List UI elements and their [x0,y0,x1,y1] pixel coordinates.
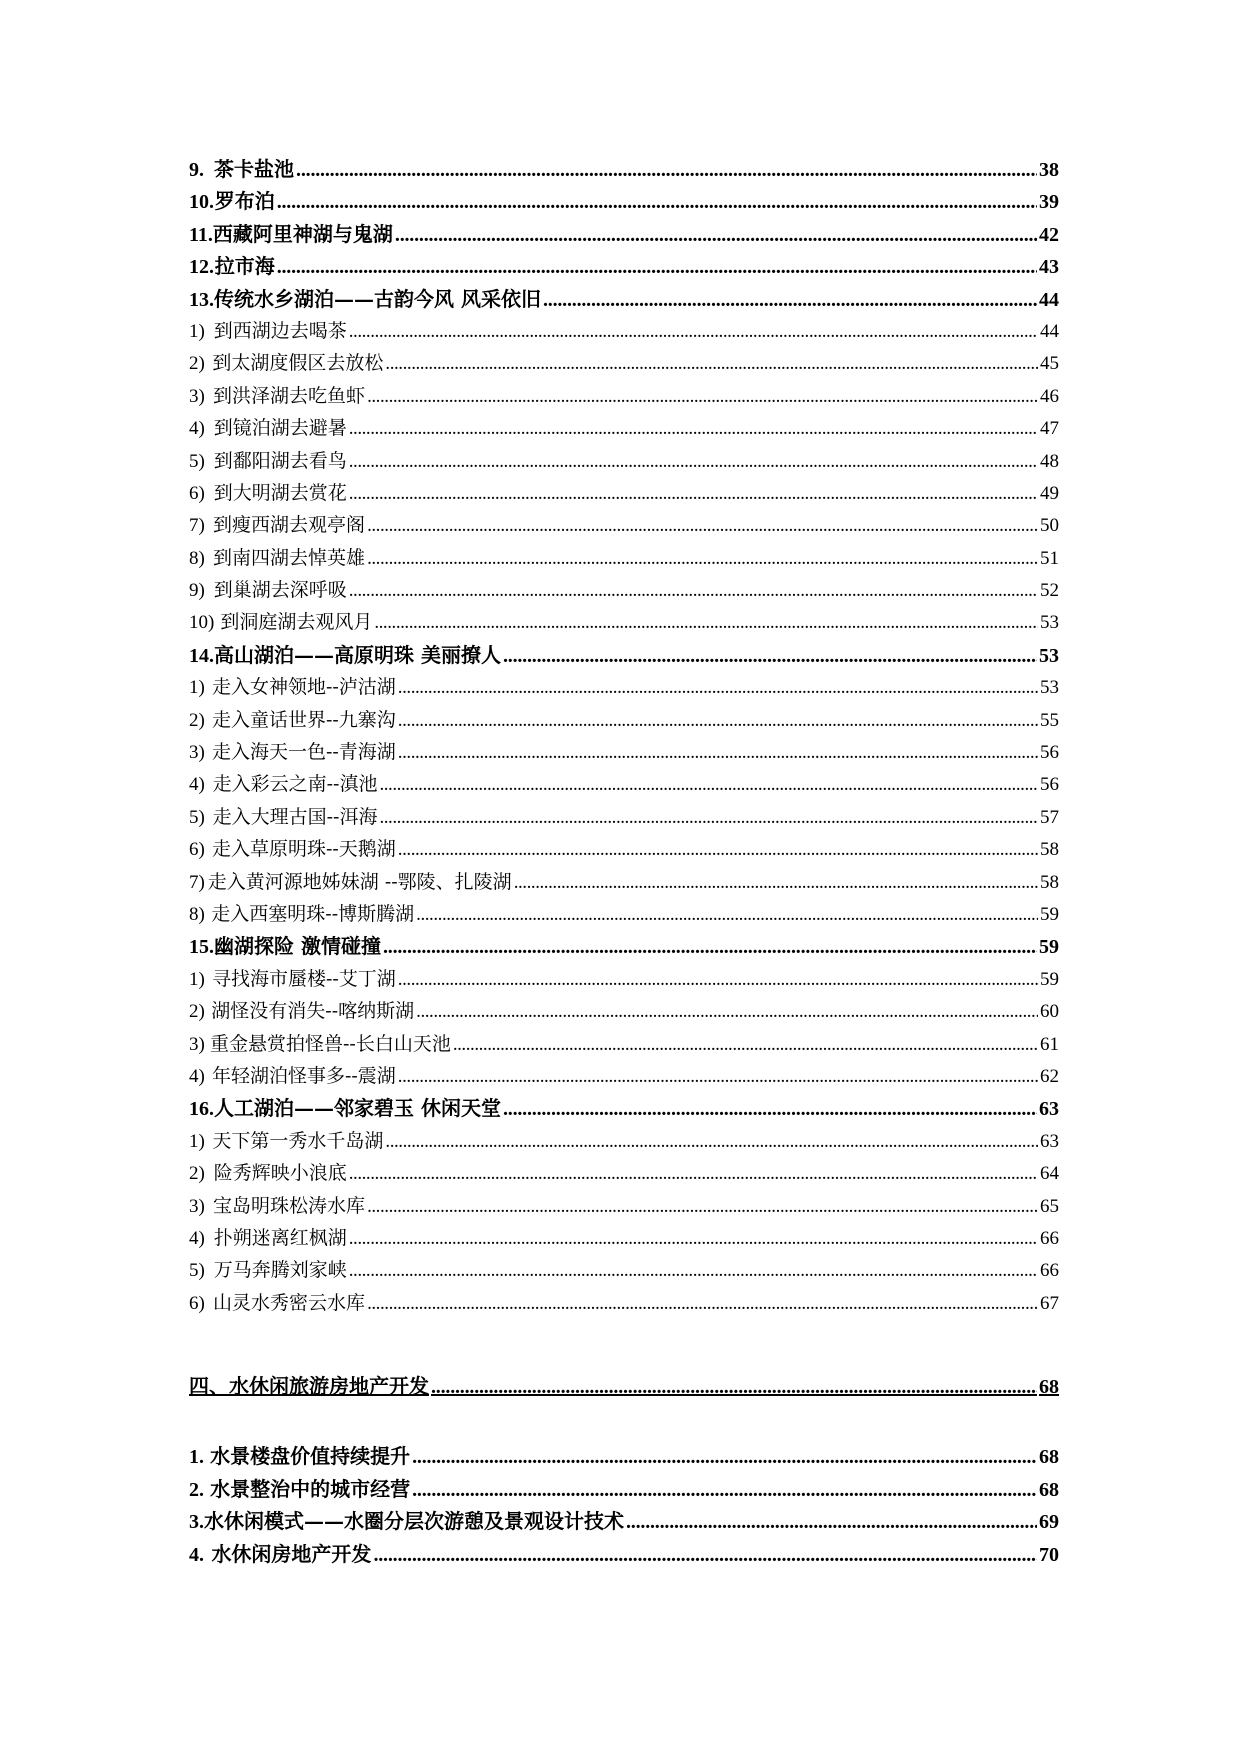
toc-entry-page: 44 [1040,320,1059,342]
toc-entry[interactable] [189,930,1059,962]
leader-dots [626,1506,1037,1539]
toc-entry-page: 63 [1039,1098,1059,1121]
toc-entry-title: 走入黄河源地姊妹湖 --鄂陵、扎陵湖 [207,870,512,893]
toc-entry-number: 2) [189,709,205,731]
toc-entry-number: 16. [189,1098,214,1121]
toc-entry[interactable] [189,606,1059,638]
toc-entry[interactable] [189,509,1059,541]
leader-dots [398,834,1038,866]
toc-entry-page: 59 [1039,936,1059,959]
toc-entry[interactable] [189,736,1059,768]
toc-entry[interactable] [189,1473,1059,1506]
toc-entry-number: 6) [189,839,205,861]
toc-entry[interactable] [189,1222,1059,1254]
toc-entry[interactable] [189,1157,1059,1189]
toc-entry-title: 险秀辉映小浪底 [213,1162,347,1185]
toc-entry-title: 湖怪没有消失--喀纳斯湖 [211,1000,415,1023]
toc-entry[interactable] [189,995,1059,1027]
toc-entry-page: 67 [1040,1292,1059,1314]
toc-entry-page: 60 [1040,1001,1059,1023]
toc-entry-number: 10. [189,191,214,214]
leader-dots [349,446,1038,478]
toc-entry-page: 39 [1039,191,1059,214]
leader-dots [543,284,1037,316]
toc-entry-number: 2) [189,353,205,375]
toc-entry-title: 走入草原明珠--天鹅湖 [211,838,396,861]
toc-entry[interactable] [189,574,1059,606]
toc-entry-title: 走入海天一色--青海湖 [211,741,396,764]
toc-entry[interactable] [189,1190,1059,1222]
toc-entry[interactable] [189,445,1059,477]
toc-entry-page: 66 [1040,1227,1059,1249]
toc-entry-number: 9. [189,159,204,181]
leader-dots [374,607,1038,639]
toc-entry-number: 1) [189,320,205,342]
toc-entry-number: 3) [189,742,205,764]
leader-dots [385,348,1038,380]
toc-entry-page: 53 [1040,612,1059,634]
toc-entry-page: 50 [1040,515,1059,537]
leader-dots [395,219,1037,251]
toc-entry-title: 到西湖边去喝茶 [213,319,347,342]
toc-entry-title: 到大明湖去赏花 [213,481,347,504]
toc-entry[interactable] [189,1440,1059,1473]
toc-entry-title: 茶卡盐池 [214,157,295,181]
toc-entry-title: 走入西塞明珠--博斯腾湖 [211,902,415,925]
toc-entry-page: 62 [1040,1065,1059,1087]
leader-dots [503,640,1037,672]
toc-entry[interactable] [189,185,1059,217]
toc-entry-page: 43 [1039,256,1059,279]
leader-dots [503,1093,1037,1125]
toc-entry-page: 51 [1040,547,1059,569]
toc-entry-title: 幽湖探险 激情碰撞 [214,934,381,959]
leader-dots [398,672,1038,704]
leader-dots [367,1288,1038,1320]
toc-list [189,153,1059,1319]
toc-entry[interactable] [189,1254,1059,1286]
toc-entry-number: 6) [189,1292,205,1314]
toc-entry-title: 西藏阿里神湖与鬼湖 [212,221,393,246]
toc-entry-number: 14. [189,644,214,667]
toc-entry[interactable] [189,153,1059,185]
leader-dots [367,543,1038,575]
toc-entry-title: 水景楼盘价值持续提升 [210,1444,411,1468]
leader-dots [349,1158,1038,1190]
toc-entry-number: 4. [189,1543,204,1566]
toc-entry-page: 57 [1040,806,1059,828]
toc-entry[interactable] [189,1125,1059,1157]
leader-dots [367,1191,1038,1223]
toc-entry-title: 到镜泊湖去避暑 [213,417,347,440]
toc-entry[interactable] [189,315,1059,347]
toc-entry[interactable] [189,380,1059,412]
toc-entry-page: 61 [1040,1033,1059,1055]
toc-entry-title: 走入大理古国--洱海 [212,805,378,828]
toc-entry-title: 人工湖泊——邻家碧玉 休闲天堂 [214,1096,501,1121]
toc-entry[interactable] [189,477,1059,509]
leader-dots [277,186,1037,218]
toc-entry-page: 69 [1039,1511,1059,1533]
toc-entry-page: 38 [1039,159,1059,181]
toc-entry-number: 8) [189,903,205,925]
toc-entry-title: 山灵水秀密云水库 [213,1291,366,1314]
leader-dots [431,1371,1037,1403]
toc-entry-number: 1) [189,1130,205,1152]
leader-dots [367,510,1038,542]
toc-entry-number: 1) [189,677,205,699]
toc-entry-page: 52 [1040,580,1059,602]
leader-dots [383,931,1037,963]
toc-entry-title: 到洪泽湖去吃鱼虾 [213,384,366,407]
toc-entry-title: 重金悬赏拍怪兽--长白山天池 [209,1032,451,1055]
toc-entry-number: 12. [189,256,214,279]
section-page: 68 [1039,1376,1059,1398]
toc-entry[interactable] [189,347,1059,379]
toc-entry-number: 15. [189,936,214,959]
toc-entry-page: 59 [1040,968,1059,990]
toc-entry[interactable] [189,542,1059,574]
toc-entry[interactable] [189,704,1059,736]
toc-entry-number: 1) [189,968,205,990]
toc-entry[interactable] [189,1505,1059,1538]
toc-entry-number: 8) [189,547,205,569]
toc-entry-title: 拉市海 [214,254,275,279]
toc-entry-number: 5) [189,806,205,828]
toc-entry[interactable] [189,250,1059,282]
leader-dots [398,1061,1038,1093]
toc-entry-page: 46 [1040,385,1059,407]
toc-entry-page: 47 [1040,418,1059,440]
toc-entry-page: 49 [1040,482,1059,504]
toc-entry-title: 水休闲房地产开发 [211,1541,372,1566]
toc-entry-page: 70 [1039,1543,1059,1566]
toc-entry-page: 64 [1040,1163,1059,1185]
leader-dots [385,1126,1038,1158]
toc-entry-number: 4) [189,1227,205,1249]
leader-dots [453,1029,1038,1061]
toc-entry[interactable] [189,218,1059,250]
toc-entry-number: 11. [189,223,213,246]
leader-dots [412,1441,1037,1474]
toc-entry[interactable] [189,1028,1059,1060]
toc-entry-page: 53 [1040,677,1059,699]
toc-entry[interactable] [189,866,1059,898]
toc-entry-page: 66 [1040,1260,1059,1282]
leader-dots [349,575,1038,607]
leader-dots [373,1539,1037,1572]
toc-entry-number: 6) [189,482,205,504]
leader-dots [416,996,1038,1028]
toc-entry-title: 水休闲模式——水圈分层次游憩及景观设计技术 [204,1509,624,1533]
toc-list-section-4 [189,1440,1059,1570]
leader-dots [416,899,1038,931]
toc-entry-page: 58 [1040,871,1059,893]
toc-entry-number: 7) [189,515,205,537]
toc-entry-title: 寻找海市蜃楼--艾丁湖 [211,967,396,990]
toc-entry-page: 56 [1040,774,1059,796]
toc-entry-title: 罗布泊 [214,189,275,214]
leader-dots [277,251,1037,283]
toc-entry[interactable] [189,801,1059,833]
toc-entry-number: 4) [189,1065,205,1087]
toc-entry-title: 高山湖泊——高原明珠 美丽撩人 [214,642,501,667]
leader-dots [367,381,1038,413]
toc-entry-page: 58 [1040,839,1059,861]
toc-entry-title: 传统水乡湖泊——古韵今风 风采依旧 [214,286,541,311]
toc-entry-title: 到南四湖去悼英雄 [213,546,366,569]
toc-entry-title: 到洞庭湖去观风月 [220,611,373,634]
section-number: 四、 [189,1374,229,1398]
toc-entry-title: 到瘦西湖去观亭阁 [213,514,366,537]
toc-entry-number: 3) [189,385,205,407]
toc-entry-page: 53 [1039,644,1059,667]
toc-entry-title: 宝岛明珠松涛水库 [213,1194,366,1217]
toc-entry-number: 10) [189,612,215,634]
toc-entry-title: 年轻湖泊怪事多--震湖 [211,1064,396,1087]
leader-dots [412,1474,1037,1507]
toc-entry-title: 到巢湖去深呼吸 [213,579,347,602]
toc-entry-page: 65 [1040,1195,1059,1217]
section-heading[interactable] [189,1370,1059,1402]
toc-entry[interactable] [189,1060,1059,1092]
toc-entry-page: 55 [1040,709,1059,731]
toc-entry-title: 万马奔腾刘家峡 [213,1259,347,1282]
toc-entry-page: 48 [1040,450,1059,472]
toc-entry-page: 63 [1040,1130,1059,1152]
toc-entry-title: 走入彩云之南--滇池 [212,773,378,796]
toc-entry-title: 走入女神领地--泸沽湖 [211,676,396,699]
toc-entry-title: 水景整治中的城市经营 [210,1476,411,1501]
leader-dots [398,964,1038,996]
leader-dots [379,802,1038,834]
leader-dots [349,1255,1038,1287]
toc-entry-title: 天下第一秀水千岛湖 [212,1129,384,1152]
toc-entry-number: 5) [189,450,205,472]
toc-entry[interactable] [189,1287,1059,1319]
toc-entry-number: 3) [189,1195,205,1217]
toc-entry-title: 到鄱阳湖去看鸟 [213,449,347,472]
leader-dots [349,413,1038,445]
toc-entry-number: 2) [189,1001,205,1023]
toc-entry-number: 3. [189,1511,204,1533]
toc-entry[interactable] [189,283,1059,315]
toc-entry[interactable] [189,898,1059,930]
leader-dots [379,769,1038,801]
toc-entry-page: 68 [1039,1446,1059,1468]
toc-entry-number: 3) [189,1033,205,1055]
toc-entry[interactable] [189,412,1059,444]
toc-entry-page: 56 [1040,742,1059,764]
toc-entry-page: 68 [1039,1478,1059,1501]
toc-entry-title: 扑朔迷离红枫湖 [213,1226,347,1249]
leader-dots [514,867,1038,899]
leader-dots [349,316,1038,348]
toc-entry-number: 5) [189,1260,205,1282]
toc-entry[interactable] [189,639,1059,671]
toc-entry-title: 走入童话世界--九寨沟 [211,708,396,731]
leader-dots [349,478,1038,510]
leader-dots [349,1223,1038,1255]
toc-entry-number: 2. [189,1478,204,1501]
leader-dots [398,705,1038,737]
toc-entry-page: 44 [1039,288,1059,311]
toc-entry[interactable] [189,768,1059,800]
section-title: 水休闲旅游房地产开发 [229,1374,429,1398]
toc-entry[interactable] [189,833,1059,865]
toc-entry-title: 到太湖度假区去放松 [212,352,384,375]
toc-entry-number: 2) [189,1163,205,1185]
toc-entry-page: 45 [1040,353,1059,375]
toc-entry-page: 42 [1039,223,1059,246]
toc-entry-number: 13. [189,288,214,311]
toc-entry[interactable] [189,1538,1059,1571]
toc-entry[interactable] [189,963,1059,995]
toc-entry-page: 59 [1040,903,1059,925]
toc-entry[interactable] [189,671,1059,703]
toc-entry-number: 1. [189,1446,204,1468]
toc-entry-number: 4) [189,774,205,796]
toc-entry-number: 7) [189,871,205,893]
leader-dots [398,737,1038,769]
toc-entry-number: 4) [189,418,205,440]
toc-entry[interactable] [189,1092,1059,1124]
leader-dots [296,154,1037,186]
toc-entry-number: 9) [189,580,205,602]
